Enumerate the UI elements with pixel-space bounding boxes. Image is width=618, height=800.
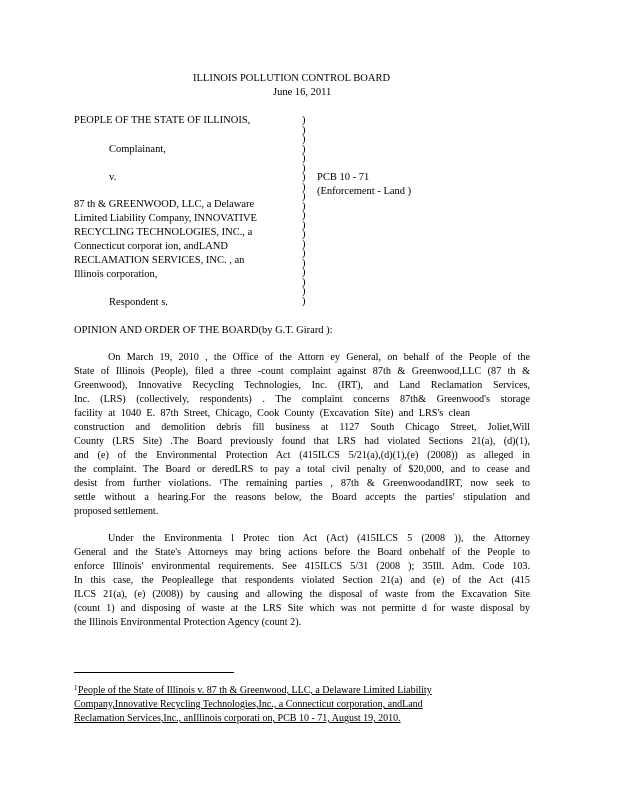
paragraph-line: Greenwood), Innovative Recycling Technologies, Inc. (IRT), and Land Reclamation Services, bbox=[74, 380, 530, 391]
paragraph-line: the complaint. The Board or deredLRS to pay a total civil penalty of $20,000, and to cease and bbox=[74, 464, 530, 475]
document-date: June 16, 2011 bbox=[273, 87, 332, 98]
caption-defendant-line: Limited Liability Company, INNOVATIVE bbox=[74, 213, 257, 224]
footnote-separator bbox=[74, 672, 234, 673]
caption-complainant: Complainant, bbox=[109, 144, 166, 155]
caption-defendant-line: Illinois corporation, bbox=[74, 269, 158, 280]
paragraph-line: and (e) of the Environmental Protection Act (415ILCS 5/21(a),(d)(1),(e) (2008)) as alleged in bbox=[74, 450, 530, 461]
paragraph-line: the Illinois Environmental Protection Agency (count 2). bbox=[74, 617, 302, 628]
caption-defendant-line: Connecticut corporat ion, andLAND bbox=[74, 241, 228, 252]
paragraph-line: (count 1) and disposing of waste at the LRS Site which was not permitte d for waste disposal by bbox=[74, 603, 530, 614]
paragraph-line: ILCS 21(a), (e) (2008)) by causing and allowing the disposal of waste from the Excavation Site bbox=[74, 589, 530, 600]
paragraph-line: In this case, the Peopleallege that respondents violated Section 21(a) and (e) of the Act (415 bbox=[74, 575, 530, 586]
board-name: ILLINOIS POLLUTION CONTROL BOARD bbox=[193, 73, 391, 84]
paragraph-line: State of Illinois (People), filed a three -count complaint against 87th & Greenwood,LLC (87 th & bbox=[74, 366, 530, 377]
caption-people: PEOPLE OF THE STATE OF ILLINOIS, bbox=[74, 115, 251, 126]
footnote-marker: 1 bbox=[74, 684, 78, 692]
paragraph-line: settle without a hearing.For the reasons below, the Board accepts the parties' stipulation and bbox=[74, 492, 530, 503]
footnote-line: Company,Innovative Recycling Technologies,Inc., a Connecticut corporation, andLand bbox=[74, 699, 423, 710]
paragraph-line: desist from further violations. ¹The remaining parties , 87th & GreenwoodandIRT, now seek to bbox=[74, 478, 530, 489]
caption-parentheses: ) ) ) ) ) ) ) ) ) ) ) ) ) ) ) ) ) ) ) ) bbox=[302, 115, 306, 307]
paragraph-line: Inc. (LRS) (collectively, respondents) . The complaint concerns 87th& Greenwood's storage bbox=[74, 394, 530, 405]
paragraph-line: General and the State's Attorneys may bring actions before the Board onbehalf of the People to bbox=[74, 547, 530, 558]
caption-defendant-line: RECLAMATION SERVICES, INC. , an bbox=[74, 255, 245, 266]
paragraph-line: facility at 1040 E. 87th Street, Chicago, Cook County (Excavation Site) and LRS's clean bbox=[74, 408, 470, 419]
opinion-heading: OPINION AND ORDER OF THE BOARD(by G.T. Girard ): bbox=[74, 325, 333, 336]
paragraph-line: Under the Environmenta l Protec tion Act (Act) (415ILCS 5 (2008 )), the Attorney bbox=[108, 533, 530, 544]
caption-respondents: Respondent s. bbox=[109, 297, 168, 308]
caption-versus: v. bbox=[109, 172, 117, 183]
opinion-paragraph-1 bbox=[74, 351, 530, 519]
caption-defendant-line: RECYCLING TECHNOLOGIES, INC., a bbox=[74, 227, 253, 238]
paragraph-line: County (LRS Site) .The Board previously found that LRS had violated Sections 21(a), (d)(1), bbox=[74, 436, 530, 447]
paragraph-line: proposed settlement. bbox=[74, 506, 159, 517]
paragraph-line: construction and demolition debris fill business at 1127 South Chicago Street, Joliet,Will bbox=[74, 422, 530, 433]
case-number: PCB 10 - 71 bbox=[317, 172, 370, 183]
footnote-line: People of the State of Illinois v. 87 th & Greenwood, LLC, a Delaware Limited Liability bbox=[78, 685, 432, 696]
opinion-paragraph-2 bbox=[74, 532, 530, 630]
paragraph-line: enforce Illinois' environmental requirements. See 415ILCS 5/31 (2008 ); 35Ill. Adm. Code 103. bbox=[74, 561, 530, 572]
footnote-line: Reclamation Services,Inc., anIllinois corporati on, PCB 10 - 71, August 19, 2010. bbox=[74, 713, 401, 724]
paragraph-line: On March 19, 2010 , the Office of the Attorn ey General, on behalf of the People of the bbox=[108, 352, 530, 363]
case-type: (Enforcement - Land ) bbox=[317, 186, 412, 197]
caption-defendant-line: 87 th & GREENWOOD, LLC, a Delaware bbox=[74, 199, 255, 210]
